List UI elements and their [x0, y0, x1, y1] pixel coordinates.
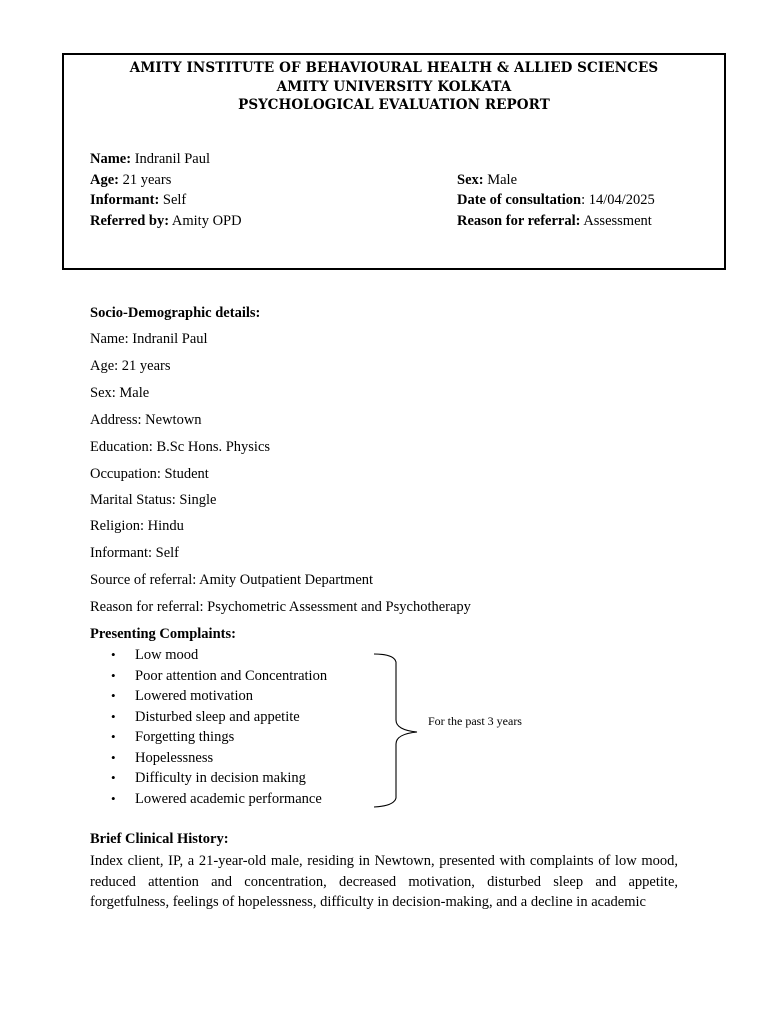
bullet-icon: • [111, 688, 116, 703]
socio-line: Age: 21 years [90, 358, 171, 374]
header-age-value: 21 years [122, 172, 172, 188]
header-reason-value: Assessment [583, 213, 652, 229]
list-item [90, 686, 327, 707]
list-item [90, 768, 327, 789]
list-item [90, 645, 327, 666]
presenting-complaints-heading: Presenting Complaints: [90, 626, 236, 642]
bullet-icon: • [111, 770, 116, 785]
complaint-text: Lowered academic performance [135, 790, 322, 807]
complaint-text: Forgetting things [135, 729, 235, 745]
header-reason-field [457, 213, 652, 230]
bullet-icon: • [111, 790, 116, 806]
university-name: AMITY UNIVERSITY KOLKATA [276, 79, 512, 95]
header-referred-field [90, 213, 242, 230]
complaints-list [90, 645, 327, 809]
header-referred-label: Referred by: [90, 213, 170, 229]
socio-demographic-heading: Socio-Demographic details: [90, 305, 261, 321]
header-sex-label: Sex: [457, 172, 484, 188]
header-sex-field [457, 172, 517, 189]
header-age-label: Age: [90, 172, 119, 188]
socio-line: Education: B.Sc Hons. Physics [90, 439, 271, 455]
list-item [90, 727, 327, 748]
socio-line: Reason for referral: Psychometric Assessment and Psychotherapy [90, 599, 471, 615]
list-item [90, 789, 327, 810]
complaint-text: Hopelessness [135, 749, 214, 766]
header-name-field [90, 151, 210, 168]
bullet-icon: • [111, 667, 116, 683]
socio-line: Informant: Self [90, 545, 179, 561]
clinical-history-heading: Brief Clinical History: [90, 831, 229, 847]
list-item [90, 666, 327, 687]
report-title: PSYCHOLOGICAL EVALUATION REPORT [238, 97, 550, 113]
bullet-icon: • [111, 708, 116, 724]
header-date-field [457, 192, 655, 209]
list-item [90, 707, 327, 728]
bullet-icon: • [111, 749, 116, 765]
complaint-text: Difficulty in decision making [135, 770, 306, 786]
duration-note: For the past 3 years [428, 714, 522, 728]
complaint-text: Poor attention and Concentration [135, 667, 328, 684]
socio-line: Address: Newtown [90, 412, 202, 428]
header-date-label: Date of consultation [457, 192, 582, 208]
header-date-value: : 14/04/2025 [581, 192, 655, 208]
socio-line: Sex: Male [90, 385, 150, 401]
socio-line: Religion: Hindu [90, 518, 184, 534]
socio-line: Name: Indranil Paul [90, 331, 208, 347]
header-informant-value: Self [162, 192, 187, 208]
bullet-icon: • [111, 647, 116, 662]
clinical-history-paragraph: Index client, IP, a 21-year-old male, residing in Newtown, presented with complaints of low mood, reduced attention and concentration, decreased motivation, disturbed sleep and appetite, forgetfulness, feelings of hopelessness, difficulty in decision-making, and a decline in academic [90, 853, 678, 910]
socio-line: Source of referral: Amity Outpatient Department [90, 572, 374, 588]
header-name-label: Name: [90, 151, 132, 167]
header-reason-label: Reason for referral: [457, 213, 581, 229]
header-informant-label: Informant: [90, 192, 160, 208]
institute-name: AMITY INSTITUTE OF BEHAVIOURAL HEALTH & ALLIED SCIENCES [129, 60, 659, 76]
list-item [90, 748, 327, 769]
socio-line: Occupation: Student [90, 466, 209, 482]
header-sex-value: Male [487, 172, 518, 188]
complaint-text: Disturbed sleep and appetite [135, 708, 300, 725]
header-age-field [90, 172, 171, 189]
socio-line: Marital Status: Single [90, 492, 217, 508]
complaint-text: Low mood [135, 647, 199, 663]
header-name-value: Indranil Paul [134, 151, 211, 167]
right-curly-brace-icon [372, 652, 422, 810]
bullet-icon: • [111, 729, 116, 744]
header-referred-value: Amity OPD [171, 213, 242, 229]
report-header-box [62, 53, 726, 270]
header-informant-field [90, 192, 186, 209]
complaint-text: Lowered motivation [135, 688, 253, 704]
